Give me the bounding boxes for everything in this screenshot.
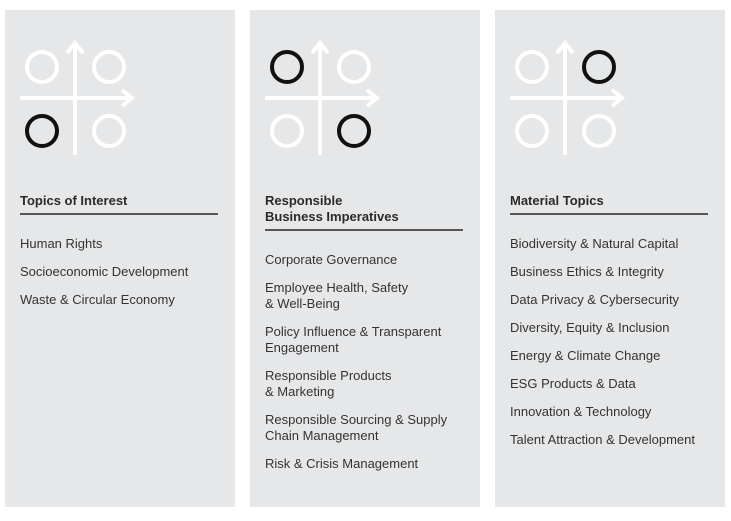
panel-title: Material Topics [510, 193, 604, 208]
panel-title: Responsible Business Imperatives [265, 193, 399, 224]
topic-item: Data Privacy & Cybersecurity [510, 292, 680, 307]
topic-item: Corporate Governance [265, 252, 398, 267]
topic-item: Responsible Sourcing & Supply Chain Management [265, 412, 448, 443]
topic-item: Policy Influence & Transparent Engagement [265, 324, 442, 355]
topic-item: Responsible Products & Marketing [265, 368, 392, 399]
title-divider [510, 213, 708, 215]
quadrant-matrix-icon [20, 40, 140, 160]
topic-item: Human Rights [20, 236, 103, 251]
topic-item: Biodiversity & Natural Capital [510, 236, 679, 251]
topic-item: Employee Health, Safety & Well-Being [265, 280, 409, 311]
topic-item: Waste & Circular Economy [20, 292, 175, 307]
topic-item: Talent Attraction & Development [510, 432, 695, 447]
topic-item: Business Ethics & Integrity [510, 264, 664, 279]
topic-item: ESG Products & Data [510, 376, 636, 391]
panel-material-topics [495, 10, 725, 507]
panel-responsible-business-imperatives [250, 10, 480, 507]
title-divider [265, 229, 463, 231]
topic-item: Socioeconomic Development [20, 264, 189, 279]
topic-item: Energy & Climate Change [510, 348, 661, 363]
panel-title: Topics of Interest [20, 193, 128, 208]
topic-item: Risk & Crisis Management [265, 456, 419, 471]
title-divider [20, 213, 218, 215]
quadrant-matrix-icon [510, 40, 630, 160]
topic-item: Innovation & Technology [510, 404, 652, 419]
topic-item: Diversity, Equity & Inclusion [510, 320, 670, 335]
quadrant-matrix-icon [265, 40, 385, 160]
panel-topics-of-interest [5, 10, 235, 507]
